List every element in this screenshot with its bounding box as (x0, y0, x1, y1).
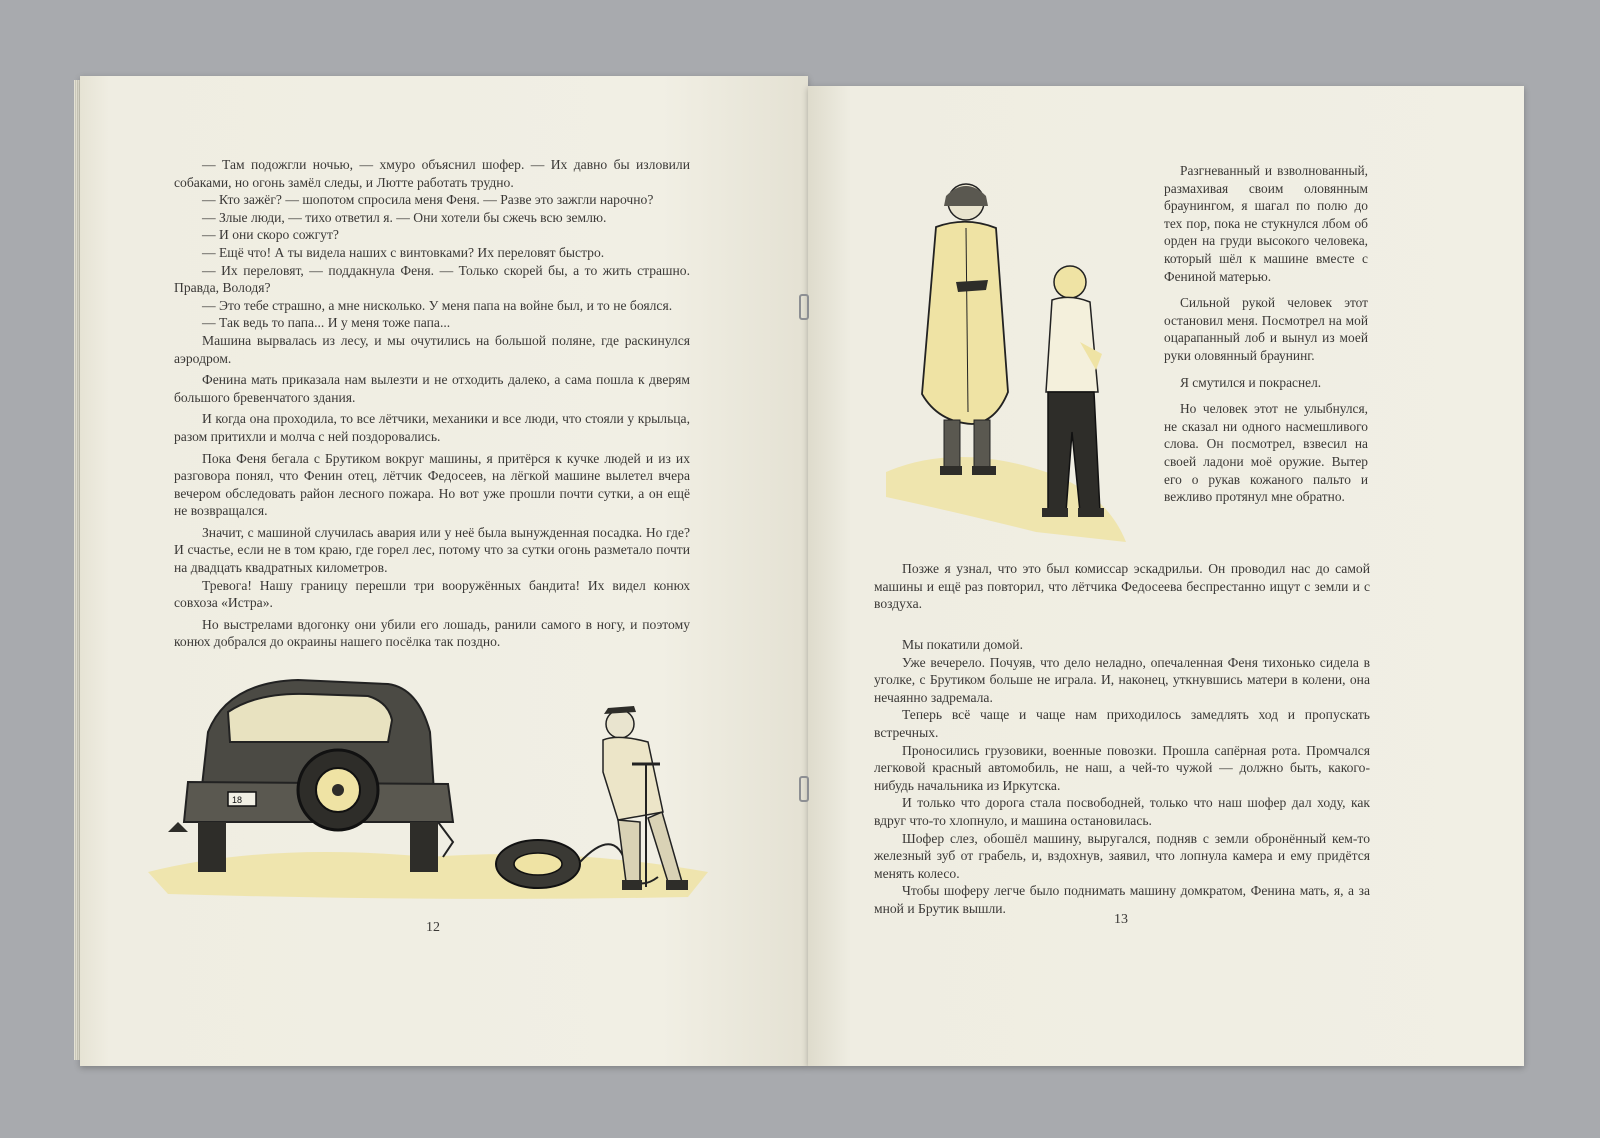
paragraph: Пока Феня бегала с Брутиком вокруг машины, я притёрся к кучке людей и из их разговора понял, что Фенин отец, лётчик Федосеев, на лёгкой машине вылетел вчера вечером обследовать район лесного пожара. Но вот уже прошли почти сутки, а он ещё не возвращался. (174, 450, 690, 519)
paragraph: Я смутился и покраснел. (1180, 374, 1322, 390)
license-plate: 18 (232, 795, 243, 805)
paragraph: — Кто зажёг? — шопотом спросила меня Феня. — Разве это зажгли нарочно? (202, 192, 654, 208)
paragraph: Разгневанный и взволнованный, размахивая своим оловянным браунингом, я шагал по полю до тех пор, пока не стукнулся лбом об орден на груди высокого человека, который шёл к машине вместе с Фениной матерью. (1164, 163, 1368, 284)
paragraph: — Это тебе страшно, а мне нисколько. У меня папа на войне был, и то не боялся. (202, 297, 673, 313)
paragraph: Проносились грузовики, военные повозки. Прошла сапёрная рота. Промчался легковой красный автомобиль, не наш, а чей-то чужой — должно быть, какого-нибудь начальника из Иркутска. (874, 742, 1370, 793)
commissar-boy-illustration (876, 172, 1136, 552)
paragraph: Тревога! Нашу границу перешли три вооружённых бандита! Их видел конюх совхоза «Истра». (174, 577, 690, 611)
paragraph: Мы покатили домой. (902, 637, 1023, 652)
open-book (74, 72, 1524, 1072)
right-page-bottom-text (874, 636, 1370, 918)
right-page-side-text (1164, 162, 1368, 515)
commissar-drawing (922, 184, 1008, 475)
paragraph: — Злые люди, — тихо ответил я. — Они хотели бы сжечь всю землю. (202, 209, 607, 225)
paragraph: — Там подожгли ночью, — хмуро объяснил шофер. — Их давно бы изловили собаками, но огонь замёл следы, и Лютте работать трудно. (174, 157, 690, 190)
paragraph: Чтобы шоферу легче было поднимать машину домкратом, Фенина мать, я, а за мной и Брутик вышли. (874, 883, 1370, 916)
paragraph: Уже вечерело. Почуяв, что дело неладно, опечаленная Феня тихонько сидела в уголке, с Брутиком больше не играла. И, наконец, уткнувшись матери в колени, она нечаянно задремала. (874, 654, 1370, 705)
paragraph: Сильной рукой человек этот остановил меня. Посмотрел на мой оцарапанный лоб и вынул из моей руки оловянный браунинг. (1164, 295, 1368, 363)
paragraph: Значит, с машиной случилась авария или у неё была вынужденная посадка. Но где? И счастье, если не в том краю, где горел лес, потому что за сутки огонь разметало почти на двадцать квадратных километров. (174, 524, 690, 576)
right-page-mid-text (874, 560, 1370, 613)
staple-top (799, 294, 809, 320)
paragraph: Фенина мать приказала нам вылезти и не отходить далеко, а сама пошла к дверям большого бревенчатого здания. (174, 372, 690, 405)
paragraph: Шофер слез, обошёл машину, выругался, подняв с земли обронённый кем-то железный зуб от грабель, и, вздохнув, заявил, что лопнула камера и ему придётся менять колесо. (874, 830, 1370, 881)
paragraph: Машина вырвалась из лесу, и мы очутились на большой поляне, где раскинулся аэродром. (174, 332, 690, 366)
paragraph: И когда она проходила, то все лётчики, механики и все люди, что стояли у крыльца, разом притихли и молча с ней поздоровались. (174, 411, 690, 444)
page-number-left: 12 (426, 920, 440, 935)
left-page-text (174, 156, 690, 651)
staple-bottom (799, 776, 809, 802)
paragraph: Но человек этот не улыбнулся, не сказал ни одного насмешливого слова. Он посмотрел, взвесил на своей ладони моё оружие. Вытер его о рукав кожаного пальто и вежливо протянул мне обратно. (1164, 401, 1368, 505)
paragraph: Теперь всё чаще и чаще нам приходилось замедлять ход и пропускать встречных. (874, 707, 1370, 740)
paragraph: — И они скоро сожгут? (202, 227, 339, 243)
page-number-right: 13 (1114, 912, 1128, 927)
paragraph: — Так ведь то папа... И у меня тоже папа... (202, 315, 451, 331)
paragraph: Но выстрелами вдогонку они убили его лошадь, ранили самого в ногу, и поэтому конюх добрался до окраины нашего посёлка так поздно. (174, 616, 690, 650)
paragraph: — Их переловят, — поддакнула Феня. — Только скорей бы, а то жить страшно. Правда, Володя? (174, 262, 690, 296)
car-drawing (168, 680, 453, 872)
paragraph: И только что дорога стала посвободней, только что наш шофер дал ходу, как вдруг что-то хлопнуло, и машина остановилась. (874, 795, 1370, 828)
car-repair-illustration (148, 672, 708, 912)
paragraph: Позже я узнал, что это был комиссар эскадрильи. Он проводил нас до самой машины и ещё раз повторил, что лётчика Федосеева беспрестанно ищут с земли и с воздуха. (874, 561, 1370, 612)
paragraph: — Ещё что! А ты видела наших с винтовками? Их переловят быстро. (202, 244, 605, 260)
boy-drawing (1042, 266, 1104, 517)
